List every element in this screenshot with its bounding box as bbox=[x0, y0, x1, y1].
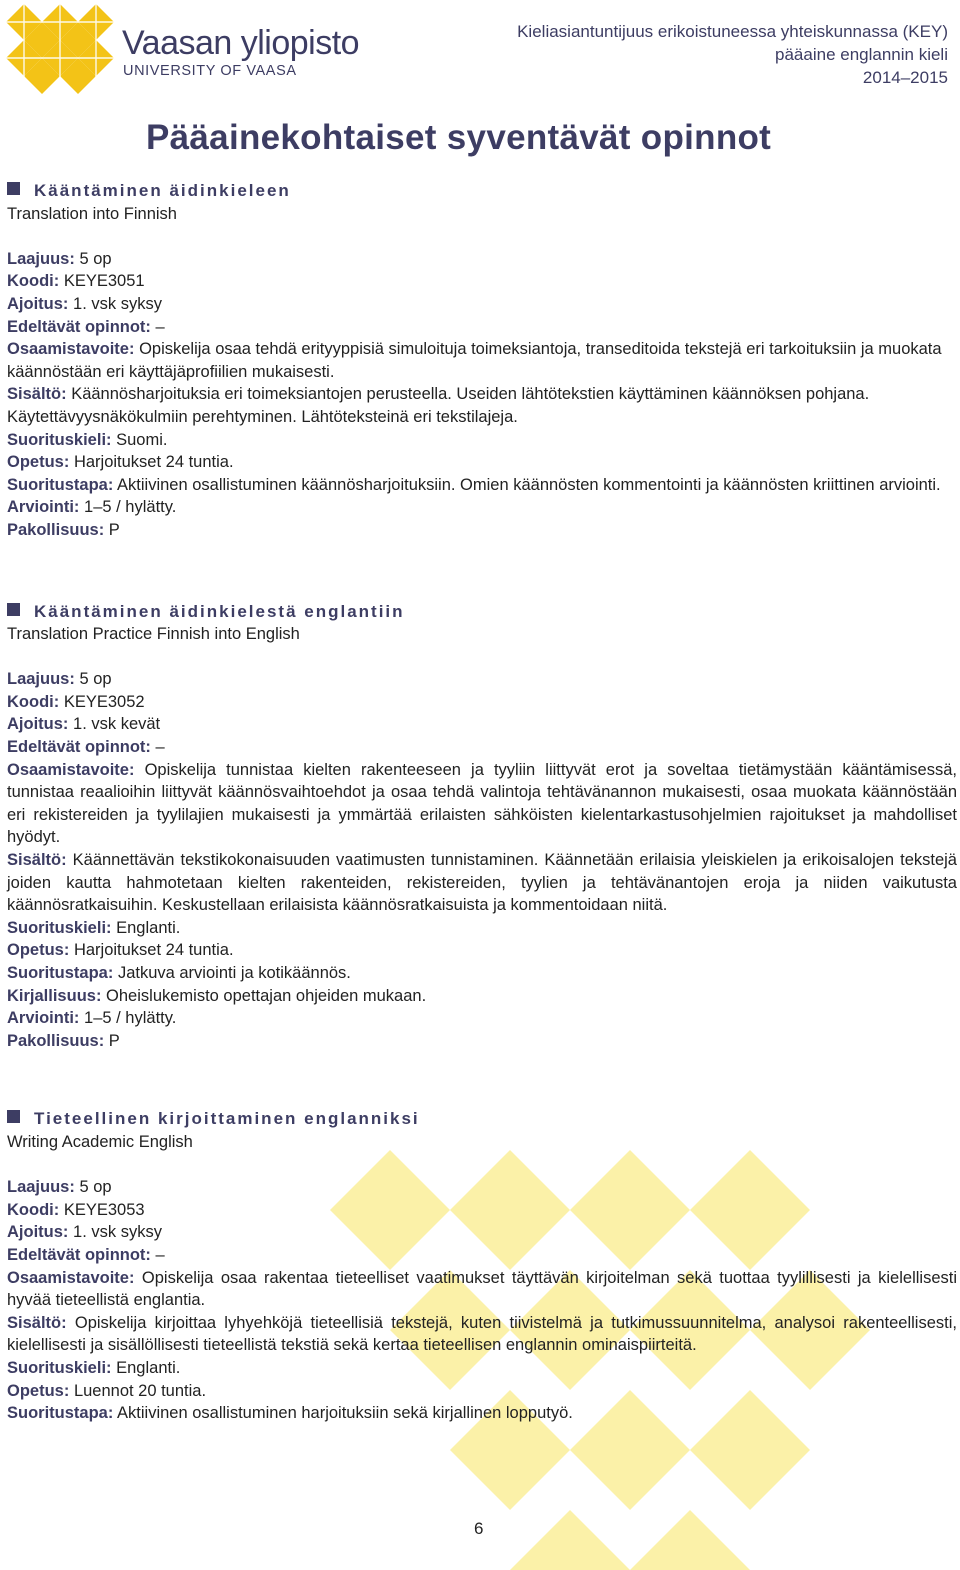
value-osaamistavoite: Opiskelija osaa tehdä erityyppisiä simuloituja toimeksiantoja, transeditoida tekstejä eri tarkoituksiin ja muokata käännöstään eri käyttäjäprofiilien mukaisesti. bbox=[7, 340, 942, 381]
row-edeltavat bbox=[7, 736, 957, 759]
course-entry bbox=[7, 601, 957, 1053]
logo-name: Vaasan yliopisto bbox=[122, 24, 360, 62]
value-kirjallisuus: Oheislukemisto opettajan ohjeiden mukaan. bbox=[106, 986, 427, 1005]
row-koodi bbox=[7, 691, 957, 714]
row-sisalto bbox=[7, 849, 957, 917]
label-koodi: Koodi: bbox=[7, 1200, 60, 1219]
label-suoritustapa: Suoritustapa: bbox=[7, 475, 114, 494]
course-title-text: Tieteellinen kirjoittaminen englanniksi bbox=[34, 1109, 420, 1129]
value-edeltavat: – bbox=[155, 738, 165, 757]
value-suoritustapa: Aktiivinen osallistuminen harjoituksiin sekä kirjallinen lopputyö. bbox=[117, 1404, 573, 1423]
label-ajoitus: Ajoitus: bbox=[7, 1223, 69, 1242]
label-pakollisuus: Pakollisuus: bbox=[7, 1031, 105, 1050]
row-suorituskieli bbox=[7, 1357, 957, 1380]
label-opetus: Opetus: bbox=[7, 941, 70, 960]
page-header bbox=[0, 0, 960, 100]
label-osaamistavoite: Osaamistavoite: bbox=[7, 1268, 135, 1287]
row-laajuus bbox=[7, 248, 957, 271]
value-laajuus: 5 op bbox=[79, 249, 112, 268]
course-title bbox=[7, 1108, 957, 1131]
row-ajoitus bbox=[7, 1221, 957, 1244]
row-osaamistavoite bbox=[7, 1267, 957, 1312]
value-suoritustapa: Jatkuva arviointi ja kotikäännös. bbox=[117, 964, 351, 982]
course-entry bbox=[7, 180, 957, 542]
course-subtitle: Translation into Finnish bbox=[7, 204, 177, 223]
value-suorituskieli: Englanti. bbox=[116, 918, 181, 937]
square-bullet-icon bbox=[7, 603, 20, 616]
label-koodi: Koodi: bbox=[7, 692, 60, 711]
header-program-info bbox=[517, 20, 948, 89]
value-osaamistavoite: Opiskelija tunnistaa kielten rakenteeseen ja tyyliin liittyvät erot ja soveltaa tietämystään kääntämisessä, tunnistaa reaalioihin liittyvät käännösvaihtoehdot ja osaa tehdä valintoja tehtävänannon mukaisesti, osaa muokata käännöstään eri rekistereiden ja tyylilajien mukaisesti ja ymmärtää erilaisten sähköisten kielentarkastusohjelmien rajoitukset ja mahdolliset hyödyt. bbox=[7, 760, 957, 847]
label-opetus: Opetus: bbox=[7, 1381, 70, 1400]
row-suorituskieli bbox=[7, 917, 957, 940]
label-ajoitus: Ajoitus: bbox=[7, 294, 69, 313]
course-title-text: Kääntäminen äidinkielestä englantiin bbox=[34, 601, 405, 621]
page-number: 6 bbox=[474, 1519, 484, 1538]
course-title bbox=[7, 180, 957, 203]
label-suoritustapa: Suoritustapa: bbox=[7, 964, 114, 982]
row-pakollisuus bbox=[7, 1030, 957, 1053]
label-sisalto: Sisältö: bbox=[7, 1313, 67, 1332]
label-osaamistavoite: Osaamistavoite: bbox=[7, 760, 135, 779]
row-arviointi bbox=[7, 1007, 957, 1030]
label-edeltavat: Edeltävät opinnot: bbox=[7, 738, 151, 757]
value-opetus: Luennot 20 tuntia. bbox=[73, 1381, 207, 1400]
label-pakollisuus: Pakollisuus: bbox=[7, 520, 105, 539]
header-academic-year: 2014–2015 bbox=[862, 68, 948, 87]
header-major: pääaine englannin kieli bbox=[775, 45, 948, 64]
label-ajoitus: Ajoitus: bbox=[7, 715, 69, 734]
row-edeltavat bbox=[7, 1244, 957, 1267]
value-suorituskieli: Suomi. bbox=[116, 430, 168, 449]
label-suorituskieli: Suorituskieli: bbox=[7, 918, 112, 937]
header-program-name: Kieliasiantuntijuus erikoistuneessa yhteiskunnassa (KEY) bbox=[517, 22, 948, 41]
label-suorituskieli: Suorituskieli: bbox=[7, 430, 112, 449]
value-koodi: KEYE3051 bbox=[63, 272, 145, 291]
label-laajuus: Laajuus: bbox=[7, 1178, 75, 1197]
row-koodi bbox=[7, 1199, 957, 1222]
value-osaamistavoite: Opiskelija osaa rakentaa tieteelliset vaatimukset täyttävän kirjoitelman sekä tuottaa tyylillisesti ja kielellisesti hyvää tieteellistä englantia. bbox=[7, 1268, 957, 1310]
value-opetus: Harjoitukset 24 tuntia. bbox=[73, 453, 234, 472]
row-suorituskieli bbox=[7, 429, 957, 452]
page-title: Pääainekohtaiset syventävät opinnot bbox=[146, 118, 772, 157]
value-laajuus: 5 op bbox=[79, 670, 112, 689]
value-pakollisuus: P bbox=[108, 1031, 120, 1050]
value-sisalto: Opiskelija kirjoittaa lyhyehköjä tieteellisiä tekstejä, kuten tiivistelmä ja tutkimussuunnitelma, analysoi rakenteellisesti, kielellisesti ja sisällöllisesti tieteellistä tekstiä sekä kertaa tieteellisen englannin ominaispiirteitä. bbox=[7, 1313, 957, 1355]
course-title bbox=[7, 601, 957, 624]
row-suoritustapa bbox=[7, 474, 957, 497]
row-laajuus bbox=[7, 1176, 957, 1199]
value-ajoitus: 1. vsk syksy bbox=[73, 294, 162, 313]
label-kirjallisuus: Kirjallisuus: bbox=[7, 986, 102, 1005]
course-title-text: Kääntäminen äidinkieleen bbox=[34, 181, 291, 200]
course-subtitle: Writing Academic English bbox=[7, 1132, 193, 1151]
row-edeltavat bbox=[7, 316, 957, 339]
value-pakollisuus: P bbox=[108, 520, 120, 539]
row-koodi bbox=[7, 270, 957, 293]
value-ajoitus: 1. vsk syksy bbox=[73, 1223, 162, 1242]
square-bullet-icon bbox=[7, 1110, 20, 1123]
row-opetus bbox=[7, 451, 957, 474]
row-sisalto bbox=[7, 383, 957, 428]
label-edeltavat: Edeltävät opinnot: bbox=[7, 317, 151, 336]
value-suorituskieli: Englanti. bbox=[116, 1358, 181, 1377]
row-osaamistavoite bbox=[7, 759, 957, 849]
value-edeltavat: – bbox=[155, 1245, 165, 1264]
value-arviointi: 1–5 / hylätty. bbox=[84, 1009, 177, 1028]
row-ajoitus bbox=[7, 713, 957, 736]
row-kirjallisuus bbox=[7, 985, 957, 1008]
value-sisalto: Käännettävän tekstikokonaisuuden vaatimusten tunnistaminen. Käännetään erilaisia yleiskielen ja erikoisalojen tekstejä joiden kautta hahmotetaan kielten rakenteiden, rekistereiden, tyylien ja tehtävänantojen eroja ja niiden vaikutusta käännösratkaisuihin. Keskustellaan erilaisista käännösratkaisuista ja kommentoidaan niitä. bbox=[7, 851, 957, 915]
row-pakollisuus bbox=[7, 519, 957, 542]
logo-subtitle: UNIVERSITY OF VAASA bbox=[123, 63, 297, 79]
label-arviointi: Arviointi: bbox=[7, 1009, 80, 1028]
row-laajuus bbox=[7, 668, 957, 691]
row-osaamistavoite bbox=[7, 338, 957, 383]
label-osaamistavoite: Osaamistavoite: bbox=[7, 340, 135, 359]
row-sisalto bbox=[7, 1312, 957, 1357]
label-edeltavat: Edeltävät opinnot: bbox=[7, 1245, 151, 1264]
label-opetus: Opetus: bbox=[7, 453, 70, 472]
label-sisalto: Sisältö: bbox=[7, 385, 67, 404]
row-suoritustapa bbox=[7, 1402, 957, 1425]
row-opetus bbox=[7, 939, 957, 962]
label-arviointi: Arviointi: bbox=[7, 498, 80, 517]
label-laajuus: Laajuus: bbox=[7, 670, 75, 689]
row-suoritustapa bbox=[7, 962, 957, 985]
value-koodi: KEYE3052 bbox=[63, 692, 145, 711]
label-suoritustapa: Suoritustapa: bbox=[7, 1404, 114, 1423]
row-ajoitus bbox=[7, 293, 957, 316]
university-logo-icon bbox=[6, 4, 114, 98]
square-bullet-icon bbox=[7, 182, 20, 195]
row-arviointi bbox=[7, 496, 957, 519]
course-subtitle: Translation Practice Finnish into English bbox=[7, 625, 300, 644]
label-koodi: Koodi: bbox=[7, 272, 60, 291]
row-opetus bbox=[7, 1380, 957, 1403]
label-laajuus: Laajuus: bbox=[7, 249, 75, 268]
course-list bbox=[7, 180, 957, 1425]
value-laajuus: 5 op bbox=[79, 1178, 112, 1197]
label-sisalto: Sisältö: bbox=[7, 851, 67, 870]
course-entry bbox=[7, 1108, 957, 1424]
value-edeltavat: – bbox=[155, 317, 165, 336]
label-suorituskieli: Suorituskieli: bbox=[7, 1358, 112, 1377]
value-arviointi: 1–5 / hylätty. bbox=[84, 498, 177, 517]
value-koodi: KEYE3053 bbox=[63, 1200, 145, 1219]
value-opetus: Harjoitukset 24 tuntia. bbox=[73, 941, 234, 960]
value-sisalto: Käännösharjoituksia eri toimeksiantojen perusteella. Useiden lähtötekstien käyttäminen käännöksen pohjana. Käytettävyysnäkökulmiin perehtyminen. Lähtöteksteinä eri tekstilajeja. bbox=[7, 385, 870, 426]
value-suoritustapa: Aktiivinen osallistuminen käännösharjoituksiin. Omien käännösten kommentointi ja käännösten kriittinen arviointi. bbox=[117, 475, 941, 494]
value-ajoitus: 1. vsk kevät bbox=[73, 715, 161, 734]
